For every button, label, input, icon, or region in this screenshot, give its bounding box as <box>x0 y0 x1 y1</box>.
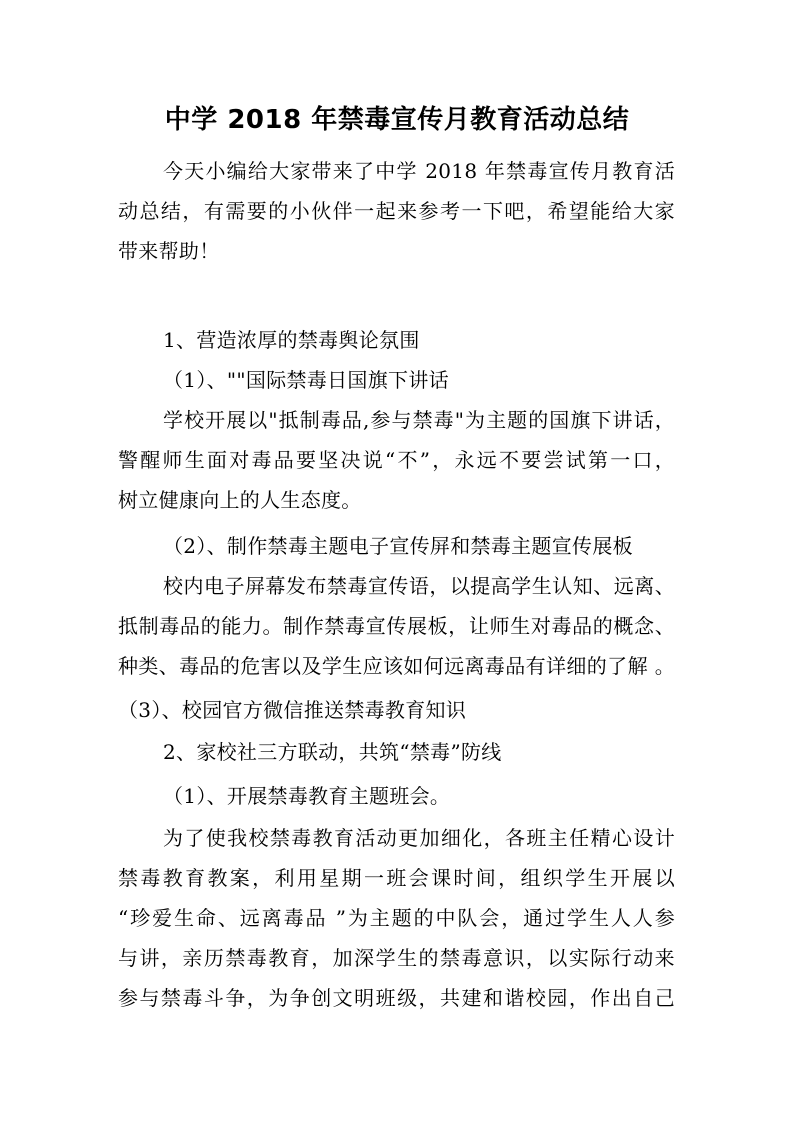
intro-line-2: 动总结，有需要的小伙伴一起来参考一下吧，希望能给大家 <box>118 199 675 223</box>
intro-line-3: 带来帮助！ <box>118 239 220 263</box>
section1-sub2-para-line-1: 校内电子屏幕发布禁毒宣传语，以提高学生认知、远离、 <box>163 574 675 598</box>
section1-heading: 1、营造浓厚的禁毒舆论氛围 <box>163 328 420 352</box>
section1-sub2-para-line-2: 抵制毒品的能力。制作禁毒宣传展板，让师生对毒品的概念、 <box>118 614 675 638</box>
section2-sub1-para-line-3: “珍爱生命、远离毒品 ”为主题的中队会，通过学生人人参 <box>118 906 675 930</box>
section2-sub1-para-line-1: 为了使我校禁毒教育活动更加细化，各班主任精心设计 <box>163 826 675 850</box>
intro-line-1: 今天小编给大家带来了中学 2018 年禁毒宣传月教育活 <box>163 159 675 183</box>
section1-sub2-para-line-3: 种类、毒品的危害以及学生应该如何远离毒品有详细的了解 。 <box>118 654 675 678</box>
section1-sub1-para-line-2: 警醒师生面对毒品要坚决说“不”，永远不要尝试第一口， <box>118 448 675 472</box>
section2-sub1-heading: （1）、开展禁毒教育主题班会。 <box>163 784 451 808</box>
section1-sub2-heading: （2）、制作禁毒主题电子宣传屏和禁毒主题宣传展板 <box>163 534 633 558</box>
section2-sub1-para-line-4: 与讲，亲历禁毒教育，加深学生的禁毒意识，以实际行动来 <box>118 946 675 970</box>
section1-sub3-heading: （3）、校园官方微信推送禁毒教育知识 <box>118 698 467 722</box>
section2-heading: 2、家校社三方联动，共筑“禁毒”防线 <box>163 740 502 764</box>
section1-sub1-para-line-3: 树立健康向上的人生态度。 <box>118 488 362 512</box>
section1-sub1-para-line-1: 学校开展以"抵制毒品,参与禁毒"为主题的国旗下讲话， <box>163 408 675 432</box>
section1-sub1-heading: （1）、""国际禁毒日国旗下讲话 <box>163 368 449 392</box>
document-title: 中学 2018 年禁毒宣传月教育活动总结 <box>164 105 630 135</box>
section2-sub1-para-line-5: 参与禁毒斗争，为争创文明班级，共建和谐校园，作出自己 <box>118 986 675 1010</box>
section2-sub1-para-line-2: 禁毒教育教案，利用星期一班会课时间，组织学生开展以 <box>118 866 675 890</box>
